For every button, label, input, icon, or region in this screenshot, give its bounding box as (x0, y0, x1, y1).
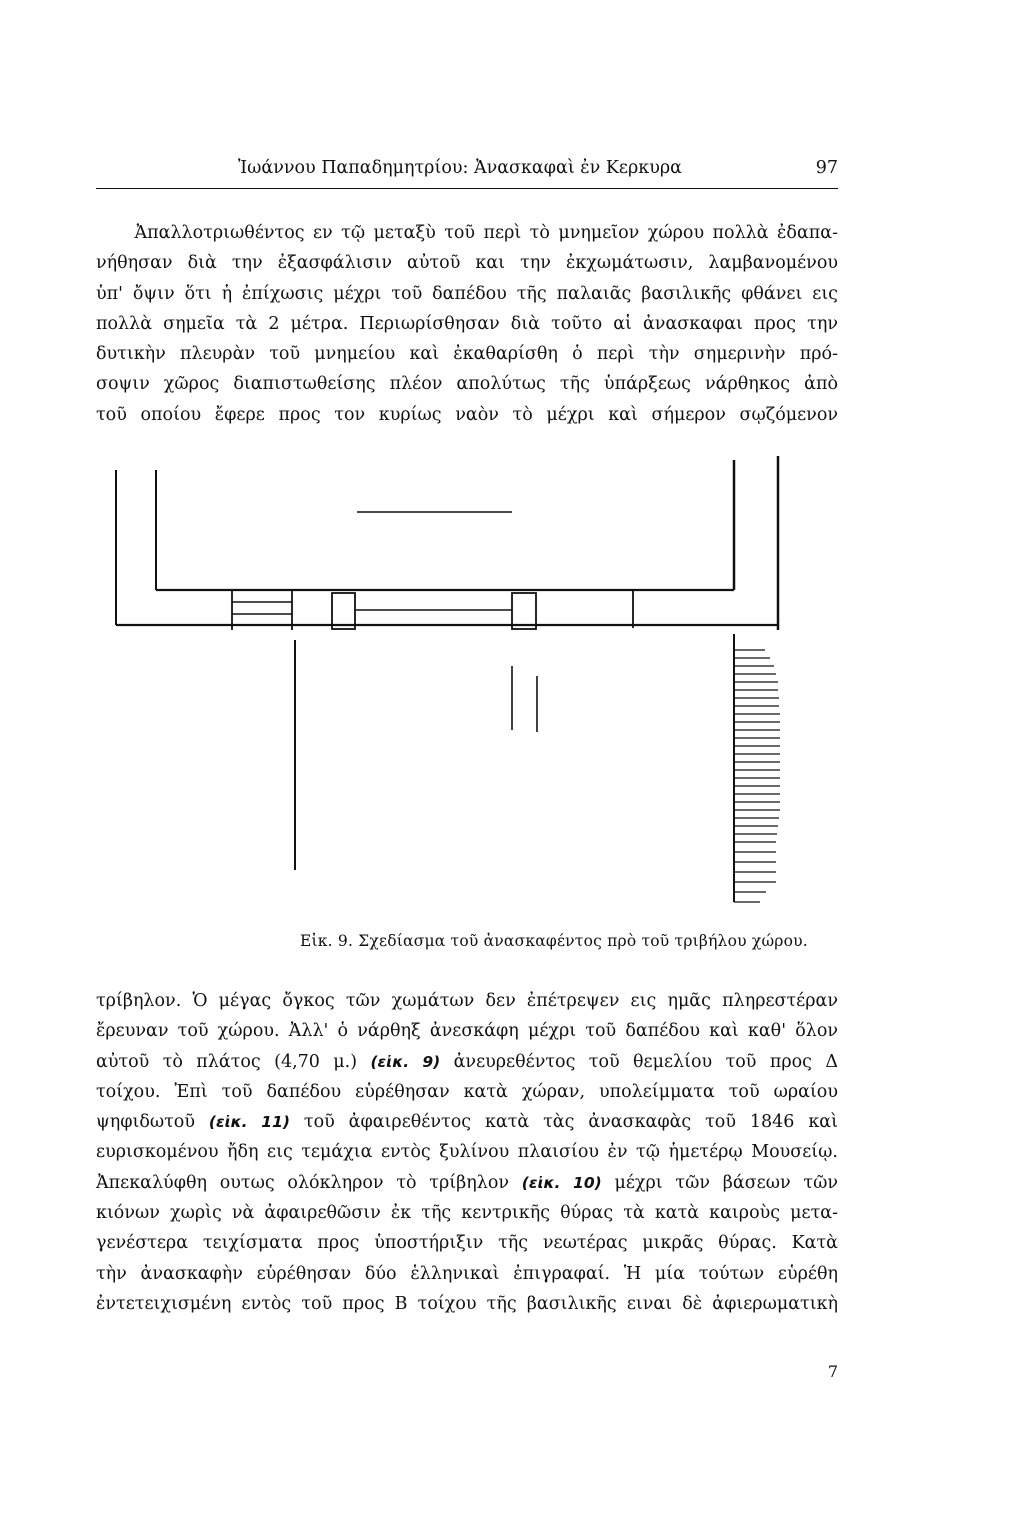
text-run: ψηφιδωτοῦ (96, 1112, 195, 1133)
paragraph-2-line (96, 1168, 838, 1198)
paragraph-1-line: δυτικὴν πλευρὰν τοῦ μνημείου καὶ ἐκαθαρίσθη ὁ περὶ τὴν σημερινὴν πρό- (96, 344, 838, 365)
signature-mark: 7 (827, 1362, 838, 1381)
text-run: μέχρι τῶν βάσεων τῶν (614, 1172, 838, 1193)
paragraph-1-line: σοψιν χῶρος διαπιστωθείσης πλέον απολύτως τῆς ὑπάρξεως νάρθηκος ἀπὸ (96, 374, 838, 395)
figure-reference-11: (εἰκ. 11) (208, 1113, 290, 1132)
paragraph-1-line: πολλὰ σημεῖα τὰ 2 μέτρα. Περιωρίσθησαν διὰ τοῦτο αἱ ἀνασκαφαι προς την (96, 313, 838, 334)
figure-reference-9: (εἰκ. 9) (370, 1052, 441, 1071)
running-title: Ἰωάννου Παπαδημητρίου: Ἀνασκαφαὶ ἐν Κερκυρα (238, 158, 682, 178)
paragraph-2-line: γενέστερα τειχίσματα προς ὑποστήριξιν τῆς νεωτέρας μικρᾶς θύρας. Κατὰ (96, 1233, 838, 1254)
column-base (512, 593, 536, 629)
paragraph-2-line: τὴν ἀνασκαφὴν εὑρέθησαν δύο ἑλληνικαὶ ἐπιγραφαί. Ἡ μία τούτων εὑρέθη (96, 1263, 838, 1284)
paragraph-2-line (96, 1047, 838, 1077)
paragraph-2-line: ἐντετειχισμένη εντὸς τοῦ προς Β τοίχου τῆς βασιλικῆς ειναι δὲ ἀφιερωματικὴ (96, 1293, 838, 1314)
paragraph-1-line: Ἀπαλλοτριωθέντος εν τῷ μεταξὺ τοῦ περὶ τὸ μνημεῖον χώρου πολλὰ ἐδαπα- (134, 223, 838, 243)
paragraph-1-line: τοῦ οποίου ἔφερε προς τον κυρίως ναὸν τὸ μέχρι καὶ σήμερον σῳζόμενον (96, 404, 838, 425)
page-number: 97 (815, 158, 838, 178)
text-run: αὐτοῦ τὸ πλάτος (4,70 μ.) (96, 1051, 358, 1072)
figure-caption: Εἰκ. 9. Σχεδίασμα τοῦ ἀνασκαφέντος πρὸ τοῦ τριβήλου χώρου. (300, 932, 808, 950)
paragraph-1-line: νήθησαν διὰ την ἐξασφάλισιν αὐτοῦ και την ἐκχωμάτωσιν, λαμβανομένου (96, 253, 838, 274)
paragraph-1-line: ὑπ' ὄψιν ὅτι ἡ ἐπίχωσις μέχρι τοῦ δαπέδου τῆς παλαιᾶς βασιλικῆς φθάνει εις (96, 283, 838, 304)
text-run: ἀνευρεθέντος τοῦ θεμελίου τοῦ προς Δ (453, 1051, 838, 1072)
paragraph-2-line: ευρισκομένου ἤδη εις τεμάχια εντὸς ξυλίνου πλαισίου ἐν τῷ ἡμετέρῳ Μουσείῳ. (96, 1142, 838, 1163)
paragraph-2-line (96, 1107, 838, 1137)
paragraph-2-line: τρίβηλον. Ὁ μέγας ὄγκος τῶν χωμάτων δεν ἐπέτρεψεν εις ημᾶς πληρεστέραν (96, 991, 838, 1011)
figure-reference-10: (εἰκ. 10) (521, 1173, 602, 1192)
paragraph-2-line: τοίχου. Ἐπὶ τοῦ δαπέδου εὑρέθησαν κατὰ χώραν, υπολείμματα τοῦ ωραίου (96, 1081, 838, 1102)
column-base (332, 593, 355, 629)
paragraph-2-line: ἔρευναν τοῦ χώρου. Ἀλλ' ὁ νάρθηξ ἀνεσκάφη μέχρι τοῦ δαπέδου καὶ καθ' ὅλον (96, 1021, 838, 1042)
paragraph-2-line: κιόνων χωρὶς νὰ ἀφαιρεθῶσιν ἐκ τῆς κεντρικῆς θύρας τὰ κατὰ καιροὺς μετα- (96, 1203, 838, 1224)
hatching-lines (734, 650, 780, 902)
text-run: Ἀπεκαλύφθη ουτως ολόκληρον τὸ τρίβηλον (96, 1172, 510, 1193)
paragraph-2 (96, 986, 838, 1319)
text-run: τοῦ ἀφαιρεθέντος κατὰ τὰς ἀνασκαφὰς τοῦ 1846 καὶ (303, 1112, 838, 1133)
